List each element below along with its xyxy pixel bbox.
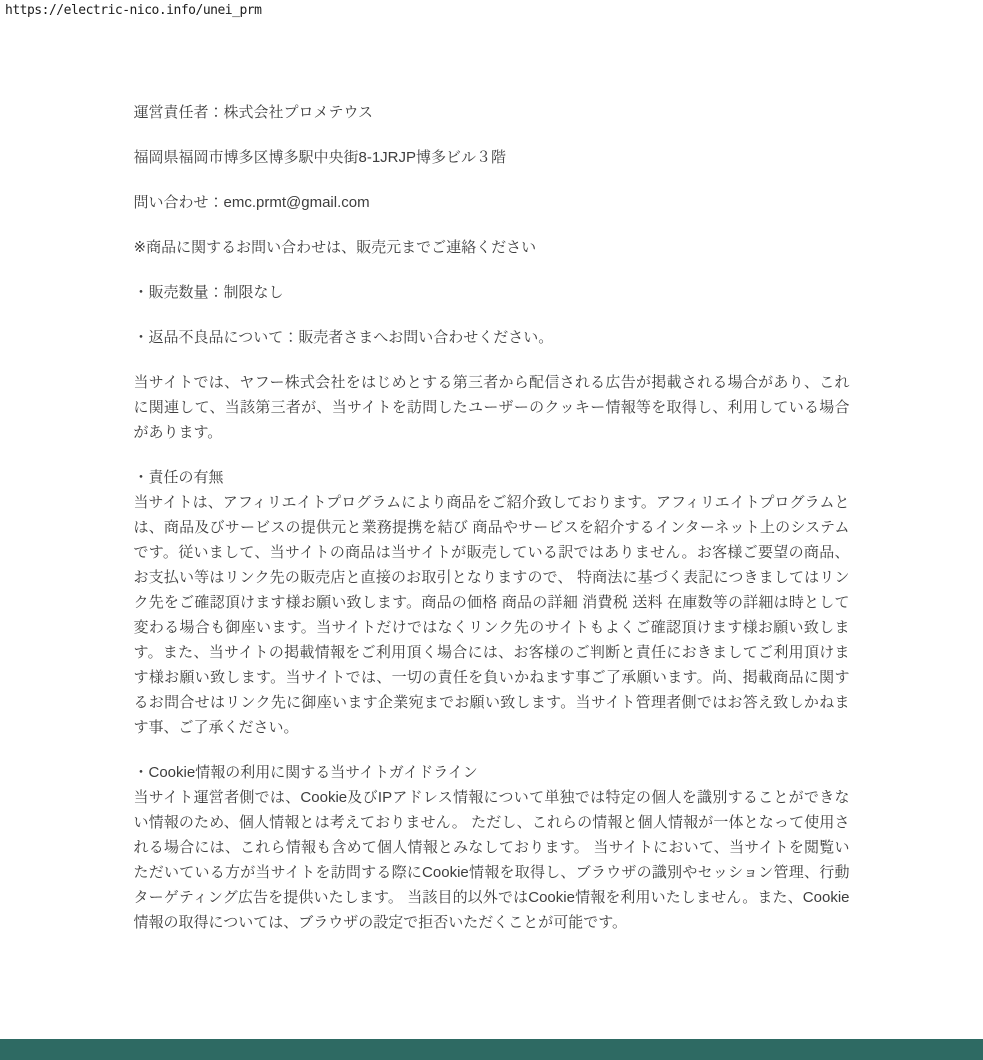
section-body-responsibility: 当サイトは、アフィリエイトプログラムにより商品をご紹介致しております。アフィリエイトプログラムとは、商品及びサービスの提供元と業務提携を結び 商品やサービスを紹介するインターネット上のシステムです。従いまして、当サイトの商品は当サイトが販売している訳ではありません。お客様ご要望の商品、お支払い等はリンク先の販売店と直接のお取引となりますので、 特商法に基づく表記につきましてはリンク先をご確認頂けます様お願い致します。商品の価格 商品の詳細 消費税 送料 在庫数等の詳細は時として変わる場合も御座います。当サイトだけではなくリンク先のサイトもよくご確認頂けます様お願い致します。また、当サイトの掲載情報をご利用頂く場合には、お客様のご判断と責任におきましてご利用頂けます様お願い致します。当サイトでは、一切の責任を負いかねます事ご了承願います。尚、掲載商品に関するお問合せはリンク先に御座います企業宛までお願い致します。当サイト管理者側ではお答え致しかねます事、ご了承ください。: [133, 494, 850, 736]
section-heading-responsibility: ・責任の有無: [133, 469, 224, 486]
paragraph-product-inquiry-note: ※商品に関するお問い合わせは、販売元までご連絡ください: [133, 239, 537, 256]
paragraph-third-party-ads: 当サイトでは、ヤフー株式会社をはじめとする第三者から配信される広告が掲載される場合があり、これに関連して、当該第三者が、当サイトを訪問したユーザーのクッキー情報等を取得し、利用している場合があります。: [133, 374, 850, 441]
paragraph-contact-email: 問い合わせ：emc.prmt@gmail.com: [133, 194, 370, 211]
paragraph-operator: 運営責任者：株式会社プロメテウス: [133, 104, 374, 121]
section-cookie-guideline: [134, 760, 850, 935]
url-header: https://electric-nico.info/unei_prm: [5, 3, 262, 18]
paragraph-address: 福岡県福岡市博多区博多駅中央街8-1JRJP博多ビル３階: [133, 149, 507, 166]
paragraph-returns: ・返品不良品について：販売者さまへお問い合わせください。: [133, 329, 554, 346]
main-content: [134, 0, 850, 935]
footer-bar: [0, 1039, 983, 1060]
section-body-cookie-guideline: 当サイト運営者側では、Cookie及びIPアドレス情報について単独では特定の個人を識別することができない情報のため、個人情報とは考えておりません。 ただし、これらの情報と個人情報が一体となって使用される場合には、これら情報も含めて個人情報とみなしております。 当サイトにおいて、当サイトを閲覧いただいている方が当サイトを訪問する際にCookie情報を取得し、ブラウザの識別やセッション管理、行動ターゲティング広告を提供いたします。 当該目的以外ではCookie情報を利用いたしません。また、Cookie情報の取得については、ブラウザの設定で拒否いただくことが可能です。: [133, 789, 850, 931]
section-responsibility: [134, 465, 850, 740]
paragraph-sales-quantity: ・販売数量：制限なし: [133, 284, 284, 301]
section-heading-cookie-guideline: ・Cookie情報の利用に関する当サイトガイドライン: [133, 764, 478, 781]
